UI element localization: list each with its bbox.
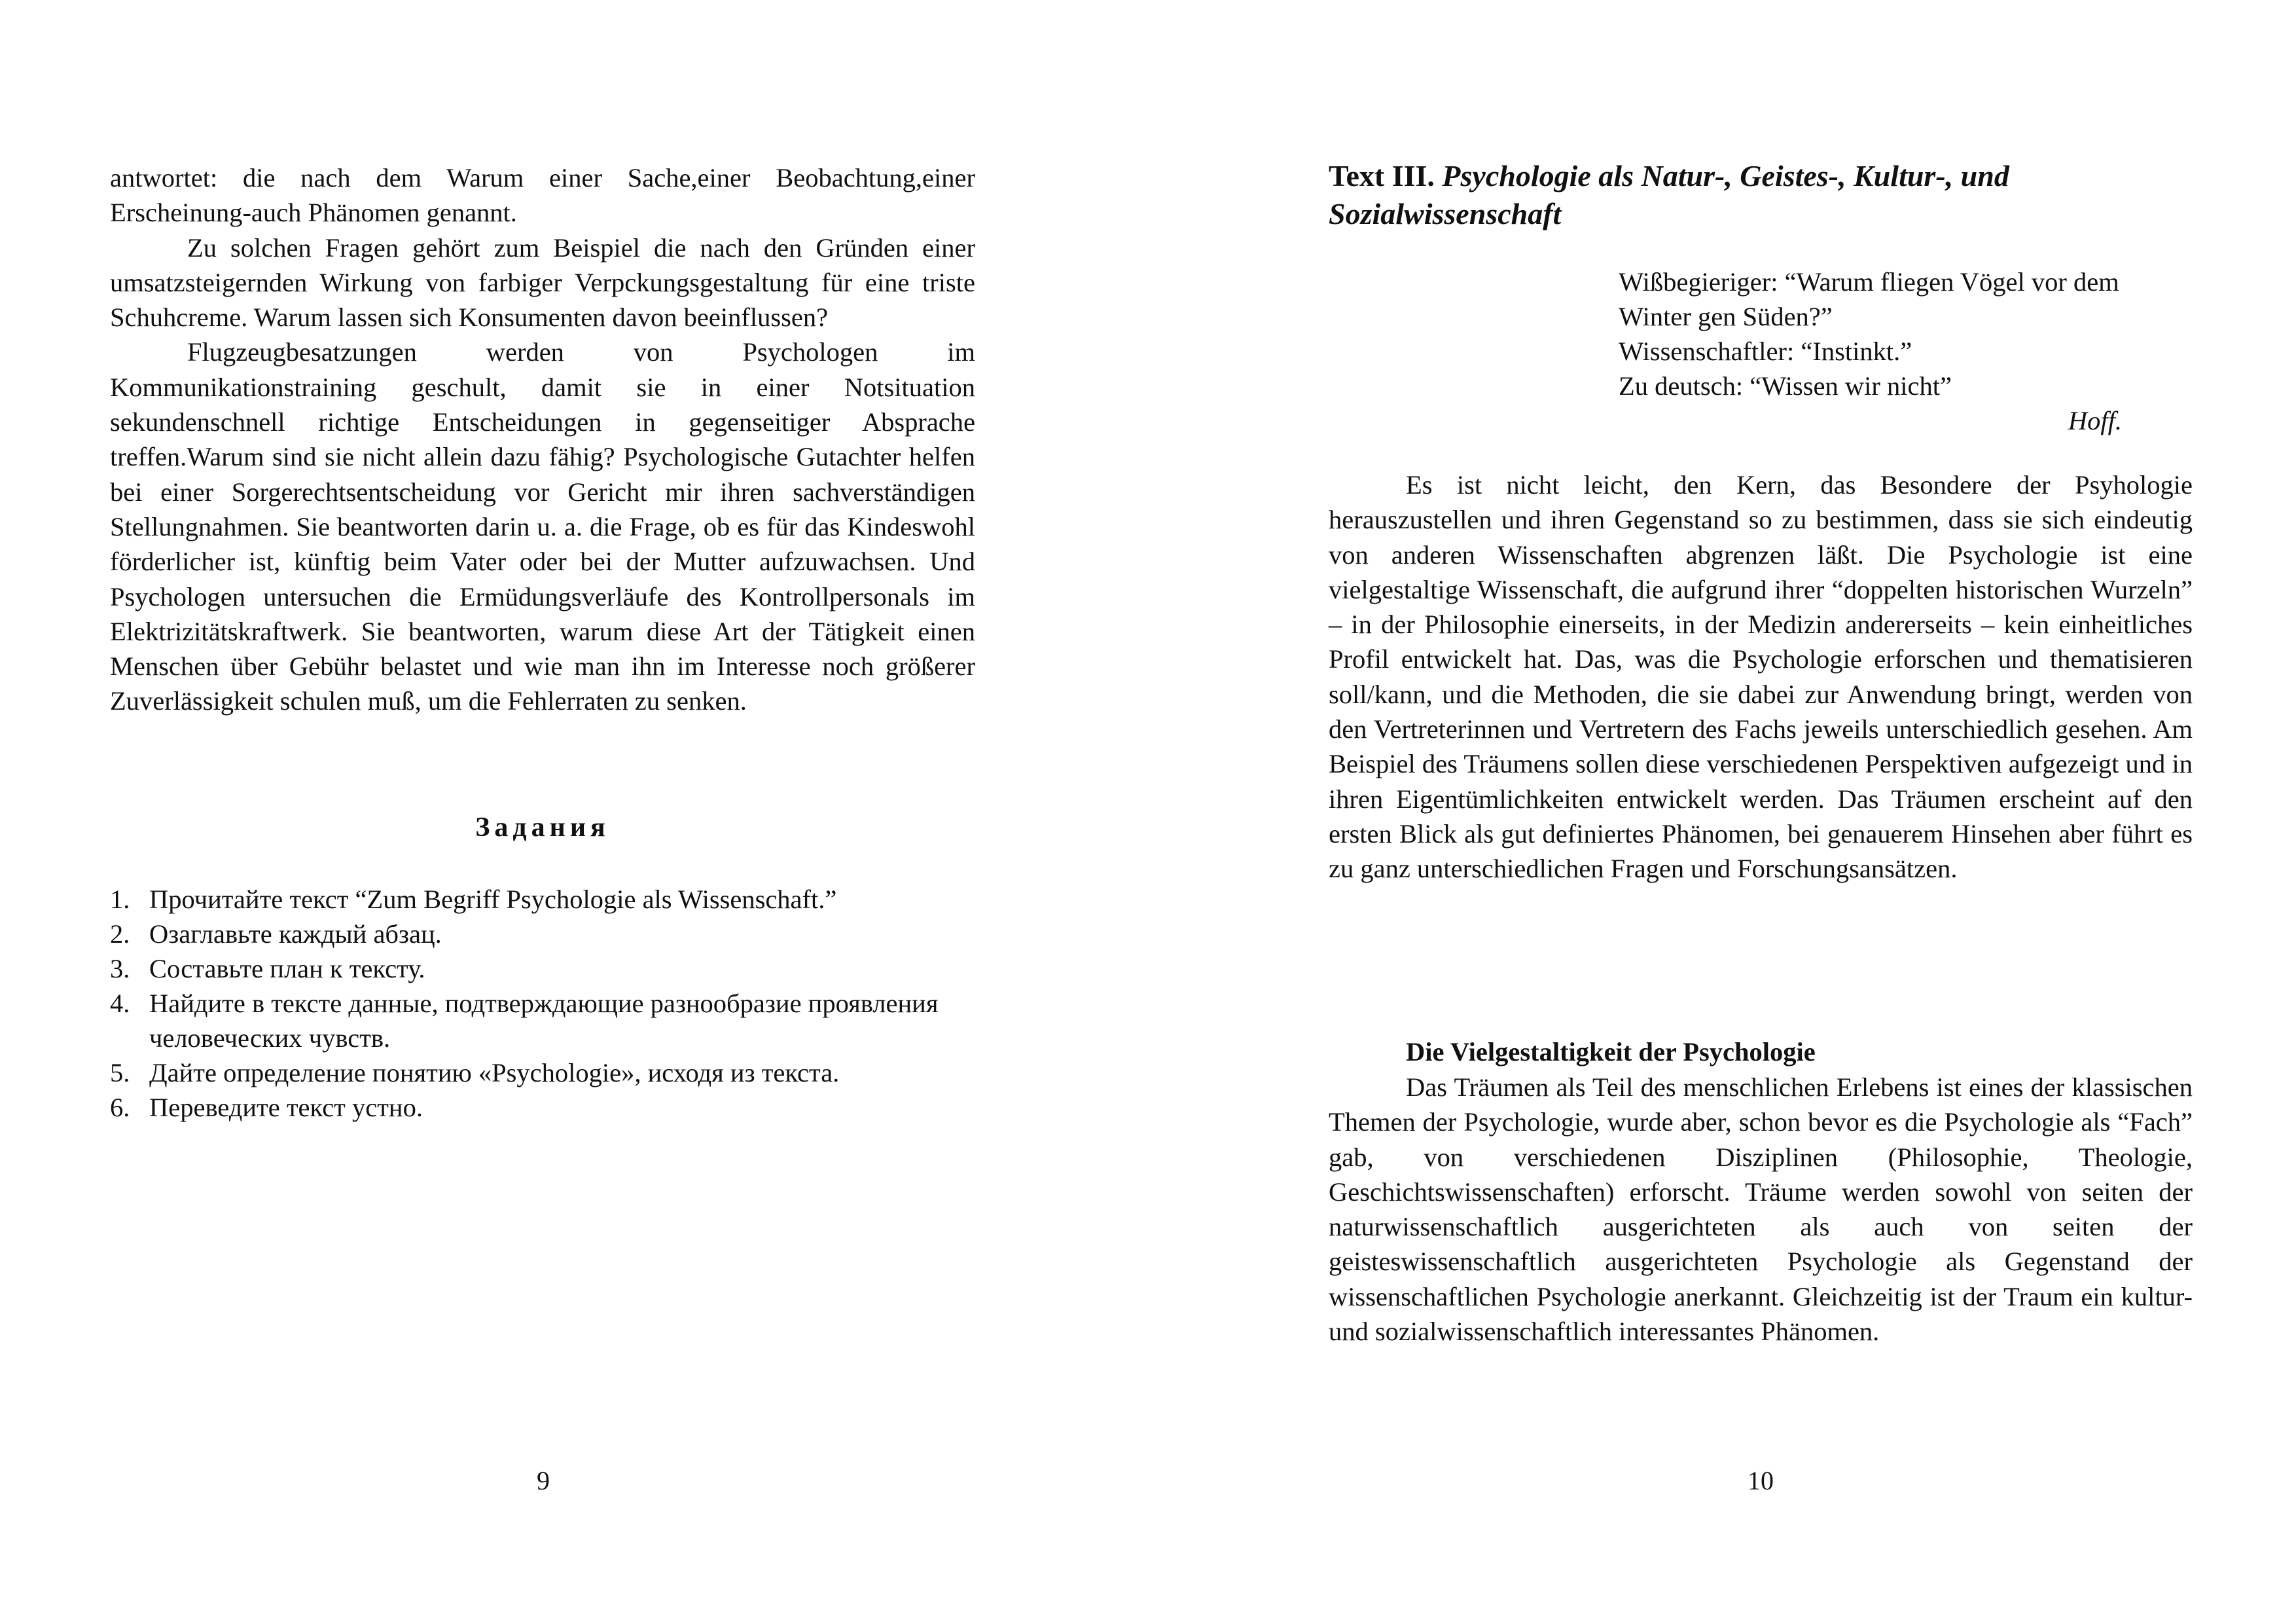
task-text: Озаглавьте каждый абзац. <box>149 919 442 949</box>
task-list <box>110 882 975 1125</box>
intro-paragraph: Es ist nicht leicht, den Kern, das Besondere der Psyhologie herauszustellen und ihren Gegenstand so zu bestimmen, dass sie sich eindeutig von anderen Wissenschaften abgrenzen läßt. Die Psychologie ist eine vielgestaltige Wissenschaft, die aufgrund ihrer “doppelten historischen Wurzeln” – in der Philosophie einerseits, in der Medizin andererseits – kein einheitliches Profil entwickelt hat. Das, was die Psychologie erforschen und thematisieren soll/kann, und die Methoden, die sie dabei zur Anwendung bringt, werden von den Vertreterinnen und Vertretern des Fachs jeweils unterschiedlich gesehen. Am Beispiel des Träumens sollen diese verschiedenen Perspektiven aufgezeigt und in ihren Eigentümlichkeiten entwickelt werden. Das Träumen erscheint auf den ersten Blick als gut definiertes Phänomen, bei genauerem Hinsehen aber führt es zu ganz unterschiedlichen Fragen und Forschungsansätzen. <box>1329 470 2193 884</box>
section-paragraph: Das Träumen als Teil des menschlichen Erlebens ist eines der klassischen Themen der Psychologie, wurde aber, schon bevor es die Psychologie als “Fach” gab, von verschiedenen Disziplinen (Philosophie, Theologie, Geschichtswissenschaften) erforscht. Träume werden sowohl von seiten der naturwissenschaftlich ausgerichteten als auch von seiten der geisteswissenschaftlich ausgerichteten Psychologie als Gegenstand der wissenschaftlichen Psychologie anerkannt. Gleichzeitig ist der Traum ein kultur- und sozialwissenschaftlich interessantes Phänomen. <box>1329 1072 2193 1347</box>
title-label: Text III. <box>1329 159 1435 192</box>
task-number: 3. <box>110 954 130 983</box>
epigraph-line-3: Zu deutsch: “Wissen wir nicht” <box>1619 371 1952 401</box>
list-item <box>110 1090 975 1125</box>
paragraph-2: Zu solchen Fragen gehört zum Beispiel die nach den Gründen einer umsatzsteigernden Wirkung von farbiger Verpckungsgestaltung für eine triste Schuhcreme. Warum lassen sich Konsumenten davon beeinflussen? <box>110 232 975 333</box>
task-text: Составьте план к тексту. <box>149 954 425 983</box>
task-number: 6. <box>110 1093 130 1122</box>
task-text: Дайте определение понятию «Psychologie», исходя из текста. <box>149 1058 840 1087</box>
title-italic: Psychologie als Natur-, Geistes-, Kultur-, und Sozialwissenschaft <box>1329 159 2009 230</box>
intro-block <box>1329 467 2193 886</box>
left-text-block <box>110 160 975 719</box>
task-text: Найдите в тексте данные, подтверждающие разнообразие проявления человеческих чувств. <box>149 989 939 1053</box>
epigraph-line-1: Wißbegieriger: “Warum fliegen Vögel vor dem Winter gen Süden?” <box>1619 267 2119 331</box>
epigraph-line-2: Wissenschaftler: “Instinkt.” <box>1619 337 1912 366</box>
section-subheading: Die Vielgestaltigkeit der Psychologie <box>1406 1037 1816 1067</box>
right-page <box>1329 0 2193 1623</box>
list-item <box>110 882 975 917</box>
list-item <box>110 986 954 1055</box>
task-number: 2. <box>110 919 130 949</box>
tasks-heading: Задания <box>475 812 610 843</box>
task-text: Прочитайте текст “Zum Begriff Psychologie als Wissenschaft.” <box>149 884 837 914</box>
task-number: 4. <box>110 989 130 1018</box>
paragraph-3: Flugzeugbesatzungen werden von Psychologen im Kommunikationstraining geschult, damit sie in einer Notsituation sekundenschnell richtige Entscheidungen in gegenseitiger Absprache treffen.Warum sind sie nicht allein dazu fähig? Psychologische Gutachter helfen bei einer Sorgerechtsentscheidung vor Gericht mir ihren sachverständigen Stellungnahmen. Sie beantworten darin u. a. die Frage, ob es für das Kindeswohl förderlicher ist, künftig beim Vater oder bei der Mutter aufzuwachsen. Und Psychologen untersuchen die Ermüdungsverläufe des Kontrollpersonals im Elektrizitätskraftwerk. Sie beantworten, warum diese Art der Tätigkeit einen Menschen über Gebühr belastet und wie man ihn im Interesse noch größerer Zuverlässigkeit schulen muß, um die Fehlerraten zu senken. <box>110 337 975 716</box>
page-number-right: 10 <box>1748 1466 1774 1495</box>
page-title <box>1329 157 2193 233</box>
task-text: Переведите текст устно. <box>149 1093 423 1122</box>
page-number-left: 9 <box>537 1466 550 1495</box>
list-item <box>110 917 975 951</box>
epigraph-author: Hoff. <box>2068 406 2122 435</box>
epigraph <box>1619 264 2193 438</box>
task-number: 1. <box>110 884 130 914</box>
task-number: 5. <box>110 1058 130 1087</box>
continuation-paragraph: antwortet: die nach dem Warum einer Sache,einer Beobachtung,einer Erscheinung-auch Phänomen genannt. <box>110 163 975 228</box>
list-item <box>110 1055 975 1090</box>
section-block <box>1329 1070 2193 1349</box>
left-page <box>110 0 975 1623</box>
list-item <box>110 951 975 986</box>
